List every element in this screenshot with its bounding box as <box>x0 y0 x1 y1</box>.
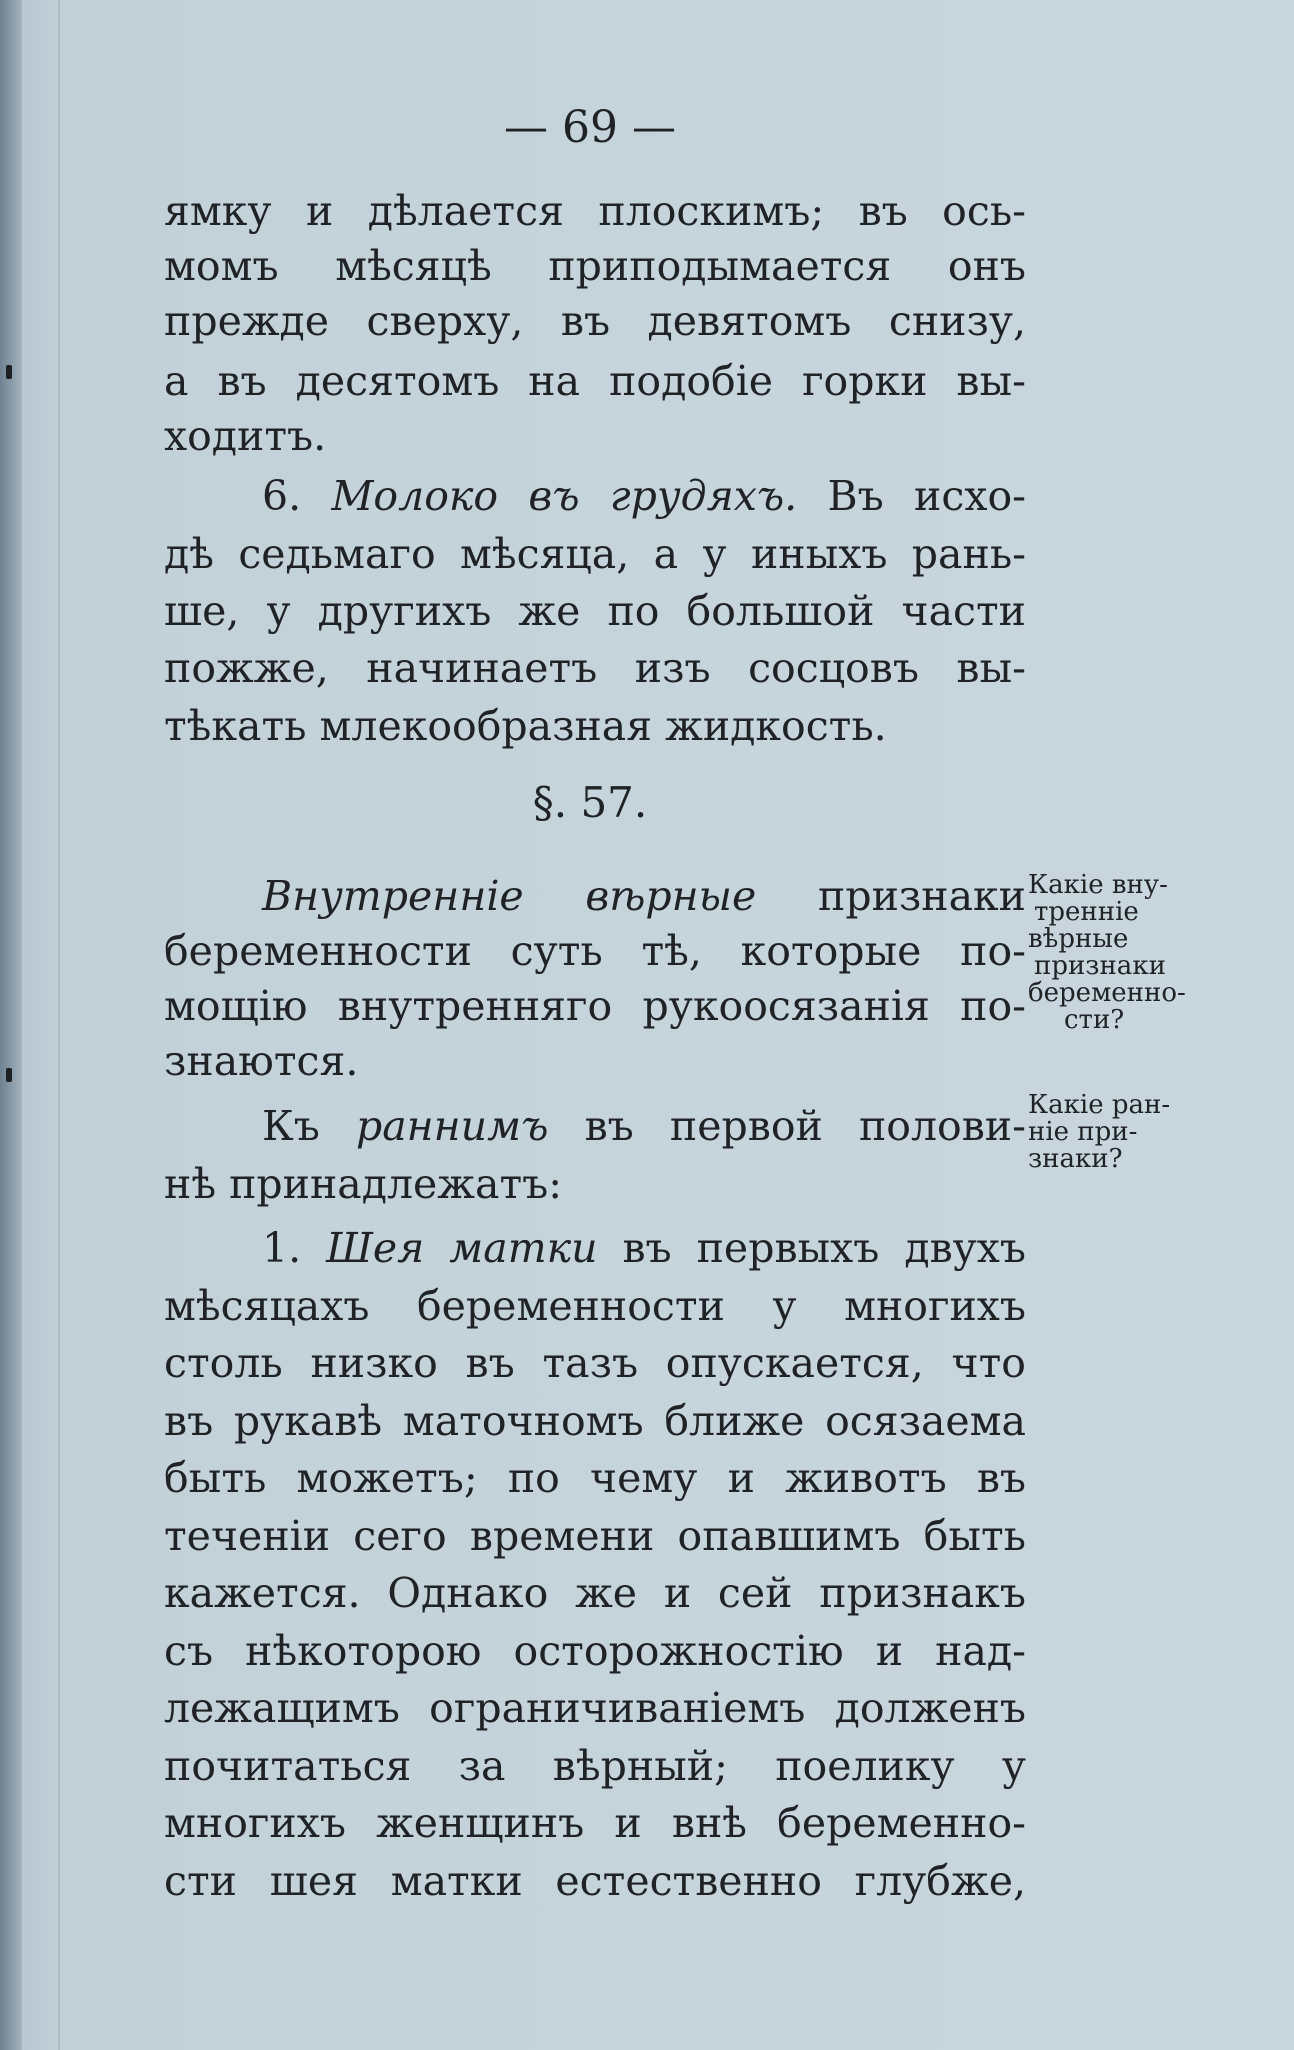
binding-mark <box>6 1068 12 1082</box>
text-span: Къ <box>262 1102 320 1150</box>
text-line: многихъ женщинъ и внѣ беременно- <box>164 1799 1026 1847</box>
margin-note-line: вѣрные <box>1028 924 1129 954</box>
text-line: столь низко въ тазъ опускается, что <box>164 1339 1026 1387</box>
text-span: Въ исхо- <box>827 472 1026 520</box>
text-line: сти шея матки естественно глубже, <box>164 1857 1026 1905</box>
text-line: кажется. Однако же и сей признакъ <box>164 1569 1026 1617</box>
text-line: ше, у другихъ же по большой части <box>164 587 1026 635</box>
item-6-first-line <box>262 470 1026 522</box>
margin-note-line: сти? <box>1064 1005 1125 1035</box>
text-line: ходитъ. <box>164 412 327 460</box>
italic-word: раннимъ <box>355 1102 549 1150</box>
margin-note-line: знаки? <box>1028 1144 1123 1174</box>
spine-line <box>58 0 60 2050</box>
text-line: мѣсяцахъ беременности у многихъ <box>164 1282 1026 1330</box>
page-number: — 69 — <box>504 102 676 153</box>
margin-note-line: беременно- <box>1028 978 1186 1008</box>
item-number: 1. <box>262 1224 302 1272</box>
italic-lead: Внутренніе вѣрные <box>262 872 757 920</box>
spine-shadow <box>0 0 22 2050</box>
text-line: мощію внутренняго рукоосязанія по- <box>164 982 1026 1030</box>
item-1-first-line <box>262 1222 1026 1274</box>
item-number: 6. <box>262 472 302 520</box>
item-heading: Шея матки <box>326 1224 598 1272</box>
text-line: почитаться за вѣрный; поелику у <box>164 1742 1026 1790</box>
text-span: въ первыхъ двухъ <box>622 1224 1026 1272</box>
text-line: въ рукавѣ маточномъ ближе осязаема <box>164 1397 1026 1445</box>
paragraph-3-first-line <box>262 1100 1026 1152</box>
text-line: пожже, начинаетъ изъ сосцовъ вы- <box>164 644 1026 692</box>
text-line: нѣ принадлежатъ: <box>164 1160 563 1208</box>
text-line: лежащимъ ограничиваніемъ долженъ <box>164 1684 1026 1732</box>
text-span: въ первой полови- <box>584 1102 1026 1150</box>
text-line: быть можетъ; по чему и животъ въ <box>164 1454 1026 1502</box>
margin-note <box>1028 872 1233 1034</box>
text-line: момъ мѣсяцѣ приподымается онъ <box>164 242 1026 290</box>
text-span: признаки <box>818 872 1026 920</box>
text-line: тѣкать млекообразная жидкость. <box>164 702 887 750</box>
margin-note-line: тренніе <box>1034 897 1139 927</box>
margin-note <box>1028 1092 1233 1173</box>
item-heading: Молоко въ грудяхъ. <box>331 472 798 520</box>
text-line: знаются. <box>164 1037 359 1085</box>
text-line: прежде сверху, въ девятомъ снизу, <box>164 297 1026 345</box>
paragraph-2-first-line <box>262 870 1026 922</box>
text-line: ямку и дѣлается плоскимъ; въ ось- <box>164 187 1026 235</box>
binding-mark <box>6 365 12 379</box>
text-line: съ нѣкоторою осторожностію и над- <box>164 1627 1026 1675</box>
text-line: беременности суть тѣ, которые по- <box>164 927 1026 975</box>
text-line: а въ десятомъ на подобіе горки вы- <box>164 357 1026 405</box>
margin-note-line: Какіе вну- <box>1028 870 1168 900</box>
margin-note-line: Какіе ран- <box>1028 1090 1171 1120</box>
margin-note-line: признаки <box>1034 951 1166 981</box>
section-heading: §. 57. <box>532 778 648 827</box>
text-line: дѣ седьмаго мѣсяца, а у иныхъ рань- <box>164 530 1026 578</box>
text-line: теченіи сего времени опавшимъ быть <box>164 1512 1026 1560</box>
margin-note-line: ніе при- <box>1028 1117 1138 1147</box>
